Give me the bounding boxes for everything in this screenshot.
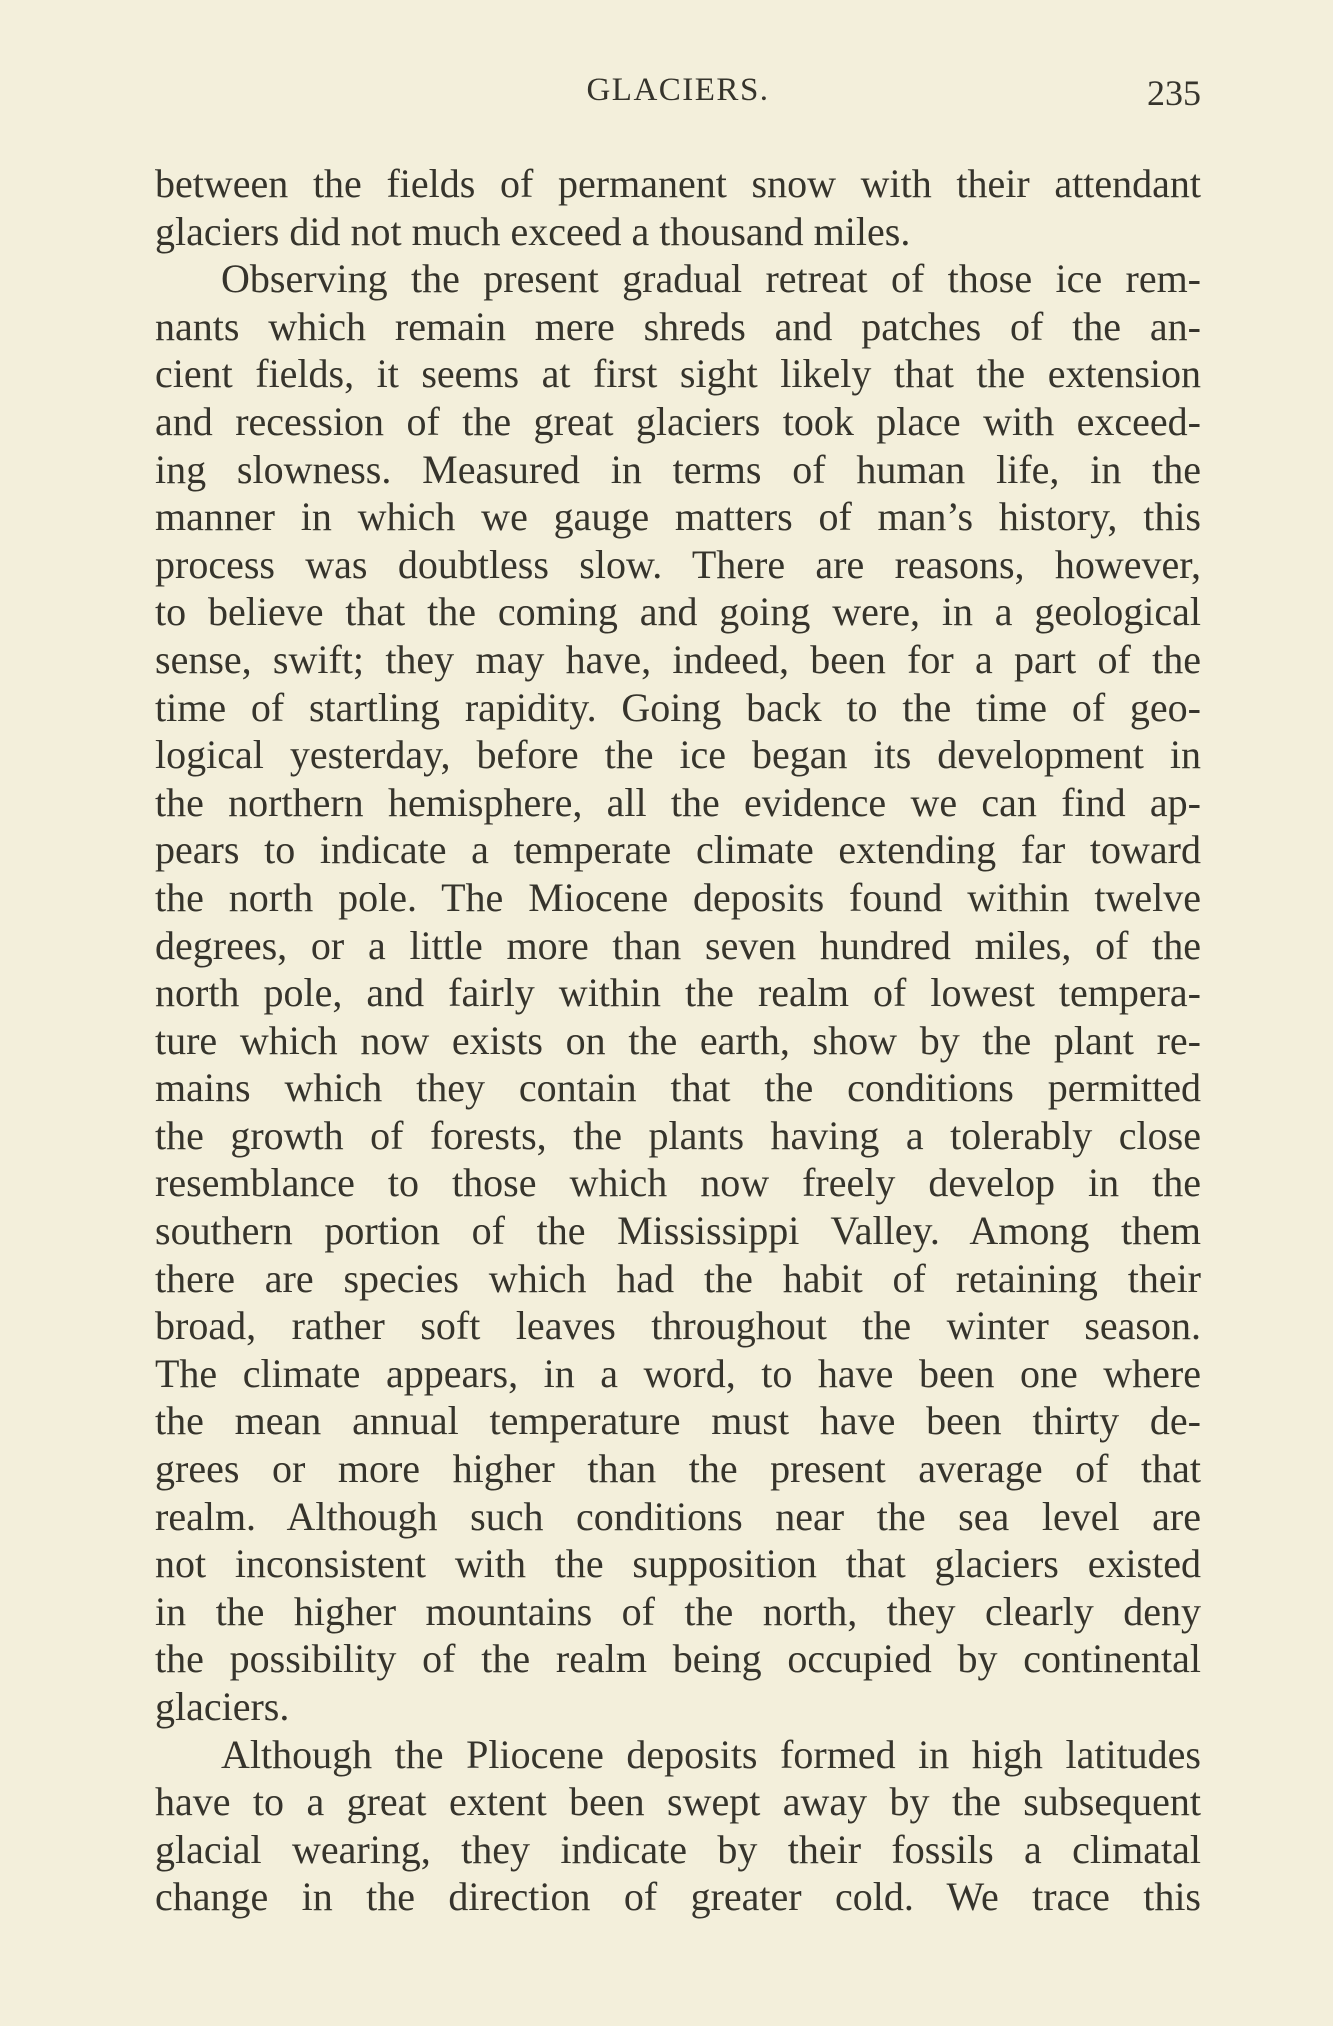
text-line: the north pole. The Miocene deposits found within twelve (155, 874, 1201, 920)
text-line: glaciers. (155, 1684, 290, 1729)
page-number: 235 (1147, 73, 1201, 113)
text-line: sense, swift; they may have, indeed, been for a part of the (155, 636, 1201, 682)
text-line: time of startling rapidity. Going back to the time of geo- (155, 684, 1201, 730)
text-line: The climate appears, in a word, to have been one where (155, 1350, 1201, 1396)
text-line: the possibility of the realm being occupied by continental (155, 1636, 1201, 1682)
running-title: GLACIERS. (586, 72, 770, 108)
text-line: north pole, and fairly within the realm of lowest tempera- (155, 970, 1201, 1016)
text-line: realm. Although such conditions near the sea level are (155, 1493, 1201, 1539)
text-line: the growth of forests, the plants having a tolerably close (155, 1112, 1201, 1158)
text-line: the mean annual temperature must have been thirty de- (155, 1398, 1201, 1444)
text-line: Although the Pliocene deposits formed in high latitudes (221, 1731, 1201, 1777)
paragraph (155, 255, 1201, 1730)
text-line: between the fields of permanent snow with their attendant (155, 161, 1201, 206)
text-line: not inconsistent with the supposition that glaciers existed (155, 1541, 1201, 1587)
text-line: in the higher mountains of the north, they clearly deny (155, 1588, 1201, 1634)
page-header (155, 72, 1201, 116)
text-line: resemblance to those which now freely develop in the (155, 1160, 1201, 1206)
text-line: have to a great extent been swept away by the subsequent (155, 1779, 1201, 1825)
text-line: ture which now exists on the earth, show by the plant re- (155, 1017, 1201, 1063)
body-text (155, 160, 1201, 1921)
text-line: glaciers did not much exceed a thousand miles. (155, 208, 911, 254)
paragraph (155, 1731, 1201, 1921)
text-line: logical yesterday, before the ice began its development in (155, 732, 1201, 778)
text-line: nants which remain mere shreds and patches of the an- (155, 303, 1201, 349)
text-line: the northern hemisphere, all the evidence we can find ap- (155, 779, 1201, 825)
text-line: process was doubtless slow. There are reasons, however, (155, 541, 1201, 587)
text-line: and recession of the great glaciers took place with exceed- (155, 398, 1201, 444)
text-line: glacial wearing, they indicate by their fossils a climatal (155, 1826, 1201, 1872)
text-line: manner in which we gauge matters of man’s history, this (155, 494, 1201, 540)
text-line: southern portion of the Mississippi Valley. Among them (155, 1208, 1201, 1254)
text-line: to believe that the coming and going were, in a geological (155, 589, 1201, 635)
text-line: there are species which had the habit of retaining their (155, 1255, 1201, 1301)
text-line: degrees, or a little more than seven hundred miles, of the (155, 922, 1201, 968)
text-line: ing slowness. Measured in terms of human life, in the (155, 446, 1201, 492)
text-line: grees or more higher than the present average of that (155, 1446, 1201, 1492)
text-line: pears to indicate a temperate climate extending far toward (155, 827, 1201, 873)
text-line: Observing the present gradual retreat of those ice rem- (221, 256, 1201, 302)
text-line: broad, rather soft leaves throughout the winter season. (155, 1303, 1201, 1349)
paragraph (155, 160, 1201, 255)
text-line: cient fields, it seems at first sight likely that the extension (155, 351, 1201, 397)
text-line: change in the direction of greater cold. We trace this (155, 1874, 1201, 1920)
text-line: mains which they contain that the conditions permitted (155, 1065, 1201, 1111)
